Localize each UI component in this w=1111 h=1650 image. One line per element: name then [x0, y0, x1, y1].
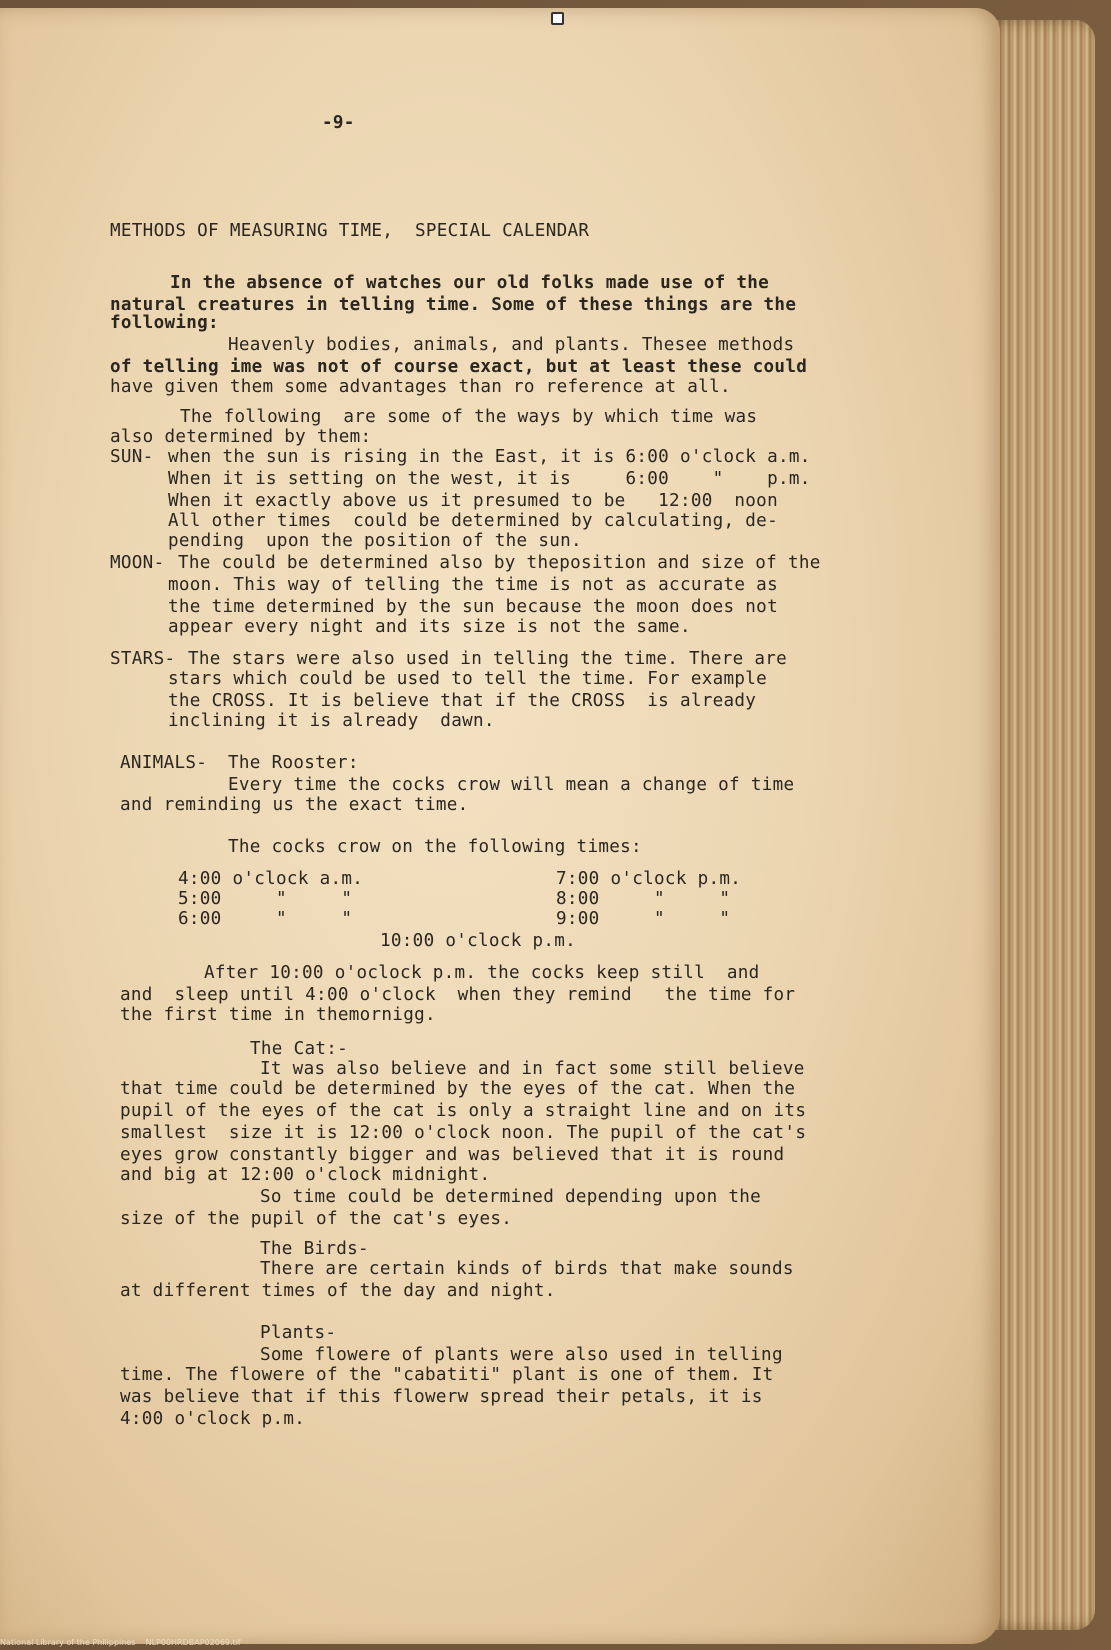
plants-line: Some flowere of plants were also used in telling [260, 1345, 783, 1365]
rooster-line: and reminding us the exact time. [120, 795, 469, 815]
cat-line: that time could be determined by the eyes of the cat. When the [120, 1079, 796, 1099]
intro-line: of telling ime was not of course exact, but at least these could [110, 357, 808, 377]
cat-line: pupil of the eyes of the cat is only a straight line and on its [120, 1101, 807, 1121]
plants-line: time. The flowere of the "cabatiti" plant is one of them. It [120, 1365, 774, 1385]
cat-line: smallest size it is 12:00 o'clock noon. The pupil of the cat's [120, 1123, 807, 1143]
ways-intro-line: also determined by them: [110, 427, 372, 447]
after-line: After 10:00 o'oclock p.m. the cocks keep still and [204, 963, 760, 983]
page-number: -9- [322, 113, 355, 133]
moon-label: MOON- [110, 553, 165, 573]
cat-line: and big at 12:00 o'clock midnight. [120, 1165, 491, 1185]
cat-conclusion: So time could be determined depending upon the [260, 1187, 762, 1207]
intro-line: natural creatures in telling time. Some of these things are the [110, 295, 797, 315]
crow-time-am: 5:00 " " [178, 889, 353, 909]
cat-conclusion: size of the pupil of the cat's eyes. [120, 1209, 513, 1229]
stars-line: the CROSS. It is believe that if the CROSS is already [168, 691, 757, 711]
sun-line: when the sun is rising in the East, it is 6:00 o'clock a.m. [168, 447, 811, 467]
archive-footer: National Library of the Philippines NLP00HRDBAP02069.tif [0, 1638, 241, 1647]
intro-line: following: [110, 313, 219, 333]
page-edges [985, 20, 1095, 1630]
birds-line: at different times of the day and night. [120, 1281, 556, 1301]
moon-line: the time determined by the sun because the moon does not [168, 597, 778, 617]
moon-line: The could be determined also by theposition and size of the [178, 553, 821, 573]
stars-line: stars which could be used to tell the time. For example [168, 669, 768, 689]
birds-title: The Birds- [260, 1239, 369, 1259]
stars-label: STARS- [110, 649, 176, 669]
after-line: and sleep until 4:00 o'clock when they remind the time for [120, 985, 796, 1005]
sun-line: When it is setting on the west, it is 6:00 " p.m. [168, 469, 811, 489]
after-line: the first time in themornigg. [120, 1005, 436, 1025]
cat-line: It was also believe and in fact some still believe [260, 1059, 805, 1079]
plants-line: was believe that if this flowerw spread their petals, it is [120, 1387, 763, 1407]
page-title: METHODS OF MEASURING TIME, SPECIAL CALENDAR [110, 221, 590, 241]
crow-time-pm: 8:00 " " [556, 889, 731, 909]
crow-time-am: 4:00 o'clock a.m. [178, 869, 364, 889]
intro-line: have given them some advantages than ro reference at all. [110, 377, 731, 397]
plants-line: 4:00 o'clock p.m. [120, 1409, 306, 1429]
intro-line: Heavenly bodies, animals, and plants. Thesee methods [228, 335, 795, 355]
crow-time-pm: 9:00 " " [556, 909, 731, 929]
crow-time-am: 6:00 " " [178, 909, 353, 929]
crow-time-pm: 7:00 o'clock p.m. [556, 869, 742, 889]
sun-label: SUN- [110, 447, 154, 467]
animals-label: ANIMALS- [120, 753, 208, 773]
rooster-line: Every time the cocks crow will mean a change of time [228, 775, 795, 795]
moon-line: moon. This way of telling the time is not as accurate as [168, 575, 778, 595]
plants-title: Plants- [260, 1323, 337, 1343]
stars-line: The stars were also used in telling the time. There are [188, 649, 788, 669]
ways-intro-line: The following are some of the ways by which time was [180, 407, 758, 427]
cat-title: The Cat:- [250, 1039, 349, 1059]
crow-time-late: 10:00 o'clock p.m. [380, 931, 577, 951]
moon-line: appear every night and its size is not the same. [168, 617, 691, 637]
sun-line: pending upon the position of the sun. [168, 531, 582, 551]
stars-line: inclining it is already dawn. [168, 711, 495, 731]
sun-line: When it exactly above us it presumed to be 12:00 noon [168, 491, 778, 511]
birds-line: There are certain kinds of birds that make sounds [260, 1259, 794, 1279]
sun-line: All other times could be determined by calculating, de- [168, 511, 778, 531]
intro-line: In the absence of watches our old folks made use of the [170, 273, 770, 293]
cat-line: eyes grow constantly bigger and was believed that it is round [120, 1145, 785, 1165]
crow-intro: The cocks crow on the following times: [228, 837, 642, 857]
rooster-title: The Rooster: [228, 753, 359, 773]
